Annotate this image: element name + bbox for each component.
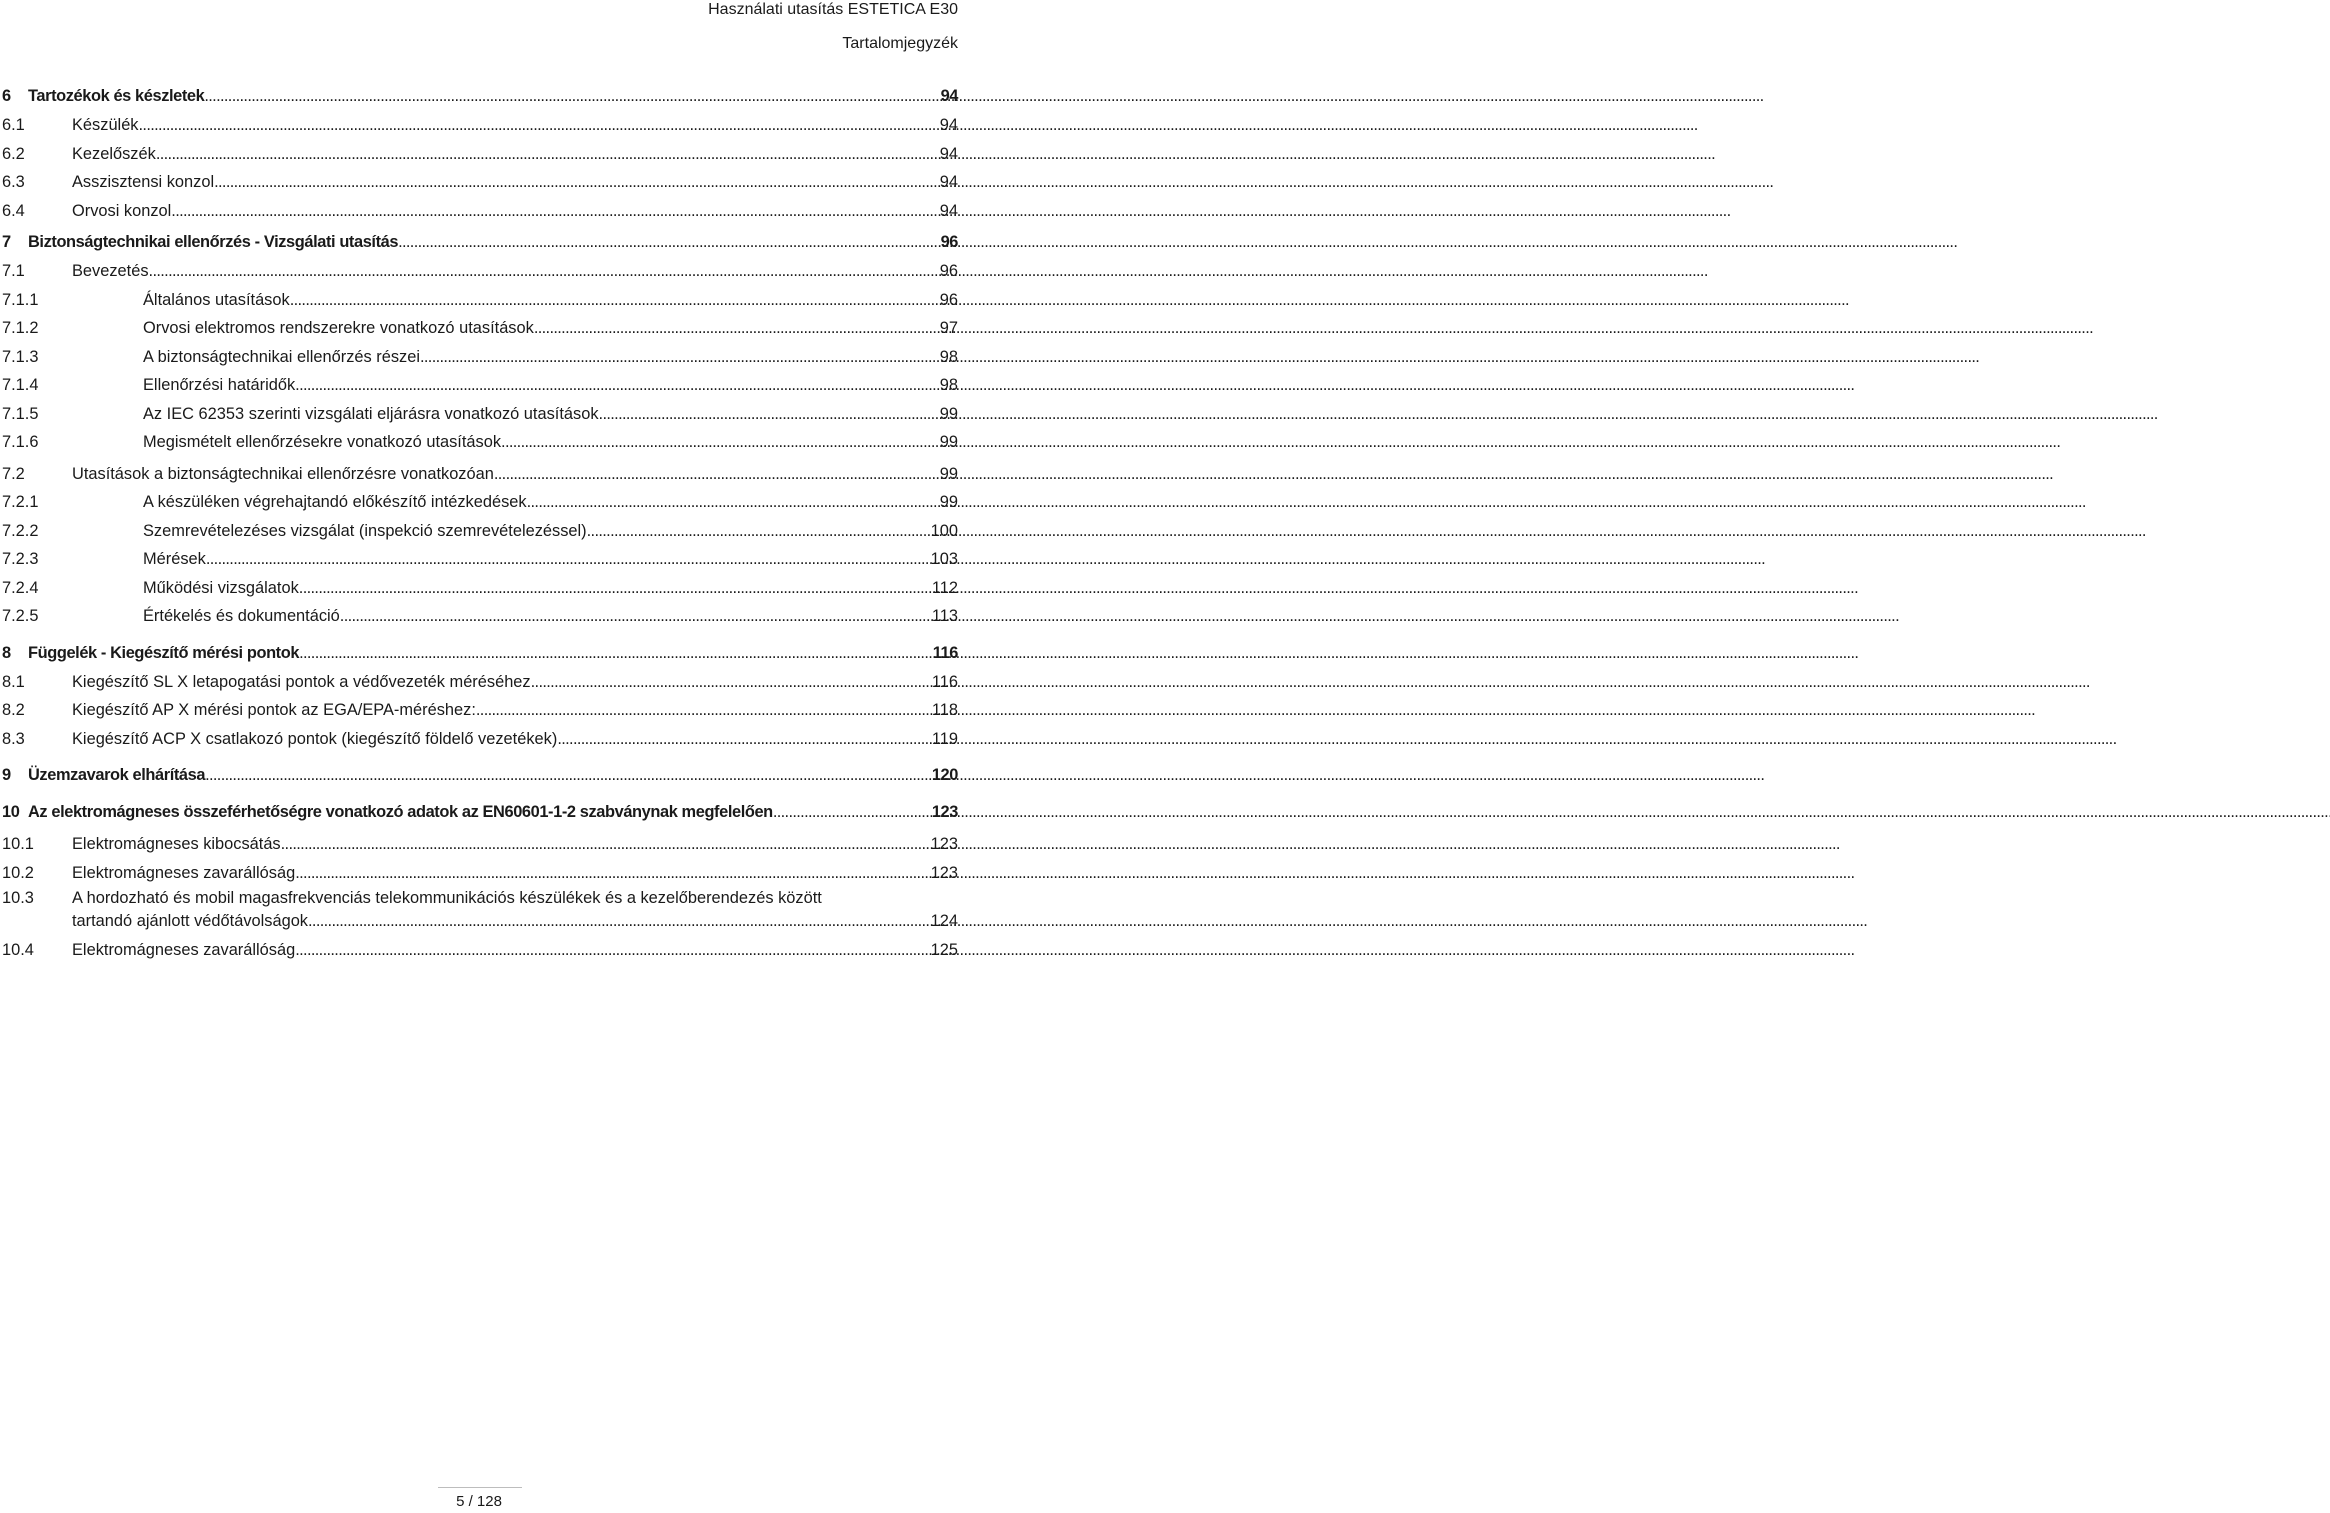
toc-title: Elektromágneses zavarállóság bbox=[72, 941, 296, 959]
toc-page: 96 bbox=[940, 233, 958, 251]
toc-number: 7.1.2 bbox=[2, 319, 39, 337]
toc-number: 7.1.3 bbox=[2, 347, 39, 366]
toc-number: 8.1 bbox=[2, 672, 25, 691]
toc-number: 7.2.4 bbox=[2, 578, 39, 597]
toc-entry[interactable] bbox=[0, 830, 958, 859]
toc-page: 99 bbox=[939, 404, 958, 423]
toc-entry[interactable] bbox=[0, 111, 958, 140]
toc-entry[interactable] bbox=[0, 228, 958, 257]
toc-number: 10.3 bbox=[2, 889, 34, 907]
toc-page: 120 bbox=[931, 766, 958, 784]
leader-dots bbox=[281, 830, 925, 859]
table-of-contents bbox=[0, 82, 958, 965]
toc-page: 99 bbox=[939, 493, 958, 511]
toc-page: 103 bbox=[930, 550, 958, 568]
toc-number: 7.2.3 bbox=[2, 550, 39, 568]
toc-title: Asszisztensi konzol bbox=[72, 173, 215, 191]
toc-page: 94 bbox=[940, 87, 958, 105]
toc-title: Értékelés és dokumentáció bbox=[143, 607, 340, 625]
toc-page: 100 bbox=[930, 521, 958, 540]
leader-dots bbox=[214, 168, 934, 197]
toc-title: Függelék - Kiegészítő mérési pontok bbox=[28, 643, 300, 662]
toc-page: 112 bbox=[931, 578, 958, 597]
toc-page: 123 bbox=[930, 863, 958, 882]
leader-dots bbox=[501, 428, 934, 457]
leader-dots bbox=[476, 696, 926, 725]
toc-page: 96 bbox=[939, 262, 958, 280]
toc-entry[interactable] bbox=[0, 668, 958, 697]
toc-entry[interactable] bbox=[0, 314, 958, 343]
toc-title: Orvosi konzol bbox=[72, 201, 172, 220]
toc-title: Az IEC 62353 szerinti vizsgálati eljárásra vonatkozó utasítások bbox=[143, 404, 599, 423]
leader-dots bbox=[206, 545, 925, 574]
toc-page: 116 bbox=[931, 672, 958, 691]
leader-dots bbox=[420, 343, 934, 372]
toc-page: 123 bbox=[931, 803, 958, 821]
toc-title: Orvosi elektromos rendszerekre vonatkozó utasítások bbox=[143, 319, 534, 337]
page-footer bbox=[0, 1487, 958, 1513]
toc-entry[interactable] bbox=[0, 343, 958, 372]
toc-title: Kiegészítő AP X mérési pontok az EGA/EPA-méréshez: bbox=[72, 701, 476, 719]
leader-dots bbox=[299, 639, 927, 668]
toc-page: 123 bbox=[930, 835, 958, 853]
toc-title: Bevezetés bbox=[72, 262, 149, 280]
toc-entry[interactable] bbox=[0, 859, 958, 888]
leader-dots bbox=[139, 111, 934, 140]
toc-number: 7.1.1 bbox=[2, 290, 39, 309]
toc-entry[interactable] bbox=[0, 761, 958, 790]
toc-title: Utasítások a biztonságtechnikai ellenőrzésre vonatkozóan bbox=[72, 464, 494, 483]
toc-number: 7.1.6 bbox=[2, 433, 39, 451]
toc-number: 8.2 bbox=[2, 701, 25, 719]
toc-entry[interactable] bbox=[0, 286, 958, 315]
toc-title: Az elektromágneses összeférhetőségre vonatkozó adatok az EN60601-1-2 szabványnak megfelelően bbox=[28, 803, 773, 821]
toc-number: 6 bbox=[2, 87, 11, 105]
toc-title: Megismételt ellenőrzésekre vonatkozó utasítások bbox=[143, 433, 502, 451]
toc-entry[interactable] bbox=[0, 545, 958, 574]
leader-dots bbox=[149, 257, 934, 286]
toc-number: 7.1.4 bbox=[2, 376, 39, 394]
toc-number: 7.2.1 bbox=[2, 493, 39, 511]
toc-entry[interactable] bbox=[0, 488, 958, 517]
toc-entry[interactable] bbox=[0, 140, 958, 169]
toc-page: 98 bbox=[939, 376, 958, 394]
toc-number: 7.2.2 bbox=[2, 521, 39, 540]
toc-page: 94 bbox=[939, 173, 958, 191]
document-title: Használati utasítás ESTETICA E30 bbox=[708, 1, 958, 18]
page-number: 5 / 128 bbox=[456, 1493, 502, 1510]
toc-number: 7.1 bbox=[2, 262, 25, 280]
toc-title: Kiegészítő SL X letapogatási pontok a védővezeték méréséhez bbox=[72, 672, 531, 691]
toc-entry[interactable] bbox=[0, 798, 958, 827]
leader-dots bbox=[557, 725, 926, 754]
toc-page: 113 bbox=[931, 607, 958, 625]
toc-number: 10 bbox=[2, 803, 20, 821]
toc-entry[interactable] bbox=[0, 602, 958, 631]
toc-title: Mérések bbox=[143, 550, 206, 568]
toc-entry[interactable] bbox=[0, 257, 958, 286]
toc-entry[interactable] bbox=[0, 887, 958, 936]
toc-title: Működési vizsgálatok bbox=[143, 578, 299, 597]
toc-number: 7.1.5 bbox=[2, 404, 39, 423]
toc-page: 124 bbox=[930, 912, 958, 930]
leader-dots bbox=[531, 668, 926, 697]
toc-page: 94 bbox=[939, 116, 958, 134]
toc-page: 94 bbox=[939, 144, 958, 163]
toc-page: 97 bbox=[939, 319, 958, 337]
footer-rule bbox=[438, 1487, 522, 1488]
toc-number: 10.2 bbox=[2, 863, 34, 882]
toc-title-line2: tartandó ajánlott védőtávolságok bbox=[72, 912, 309, 930]
toc-entry[interactable] bbox=[0, 639, 958, 668]
leader-dots bbox=[295, 936, 924, 965]
toc-title: Szemrevételezéses vizsgálat (inspekció szemrevételezéssel) bbox=[143, 521, 587, 540]
toc-page: 125 bbox=[930, 941, 958, 959]
leader-dots bbox=[205, 761, 926, 790]
toc-entry[interactable] bbox=[0, 197, 958, 226]
toc-title: Készülék bbox=[72, 116, 139, 134]
toc-number: 7.2 bbox=[2, 464, 25, 483]
toc-entry[interactable] bbox=[0, 574, 958, 603]
toc-page: 99 bbox=[939, 433, 958, 451]
toc-entry[interactable] bbox=[0, 82, 958, 111]
leader-dots bbox=[340, 602, 926, 631]
leader-dots bbox=[494, 460, 934, 489]
leader-dots bbox=[534, 314, 934, 343]
toc-page: 96 bbox=[939, 290, 958, 309]
leader-dots bbox=[204, 82, 934, 111]
toc-number: 8.3 bbox=[2, 729, 25, 748]
leader-dots bbox=[299, 574, 926, 603]
toc-number: 7 bbox=[2, 233, 11, 251]
toc-entry[interactable] bbox=[0, 696, 958, 725]
toc-title: Biztonságtechnikai ellenőrzés - Vizsgálati utasítás bbox=[28, 233, 399, 251]
toc-number: 6.1 bbox=[2, 116, 25, 134]
toc-page: 119 bbox=[931, 729, 958, 748]
leader-dots bbox=[587, 517, 925, 546]
toc-title: A biztonságtechnikai ellenőrzés részei bbox=[143, 347, 420, 366]
toc-title: Általános utasítások bbox=[143, 290, 290, 309]
toc-entry[interactable] bbox=[0, 517, 958, 546]
toc-number: 10.1 bbox=[2, 835, 34, 853]
leader-dots bbox=[290, 286, 934, 315]
leader-dots bbox=[308, 910, 925, 932]
toc-number: 6.3 bbox=[2, 173, 25, 191]
toc-entry[interactable] bbox=[0, 460, 958, 489]
toc-entry[interactable] bbox=[0, 371, 958, 400]
toc-title: Kiegészítő ACP X csatlakozó pontok (kiegészítő földelő vezetékek) bbox=[72, 729, 558, 748]
toc-page: 94 bbox=[939, 201, 958, 220]
leader-dots bbox=[295, 859, 924, 888]
leader-dots bbox=[527, 488, 934, 517]
toc-entry[interactable] bbox=[0, 428, 958, 457]
toc-number: 9 bbox=[2, 766, 11, 784]
leader-dots bbox=[773, 798, 926, 827]
toc-number: 6.4 bbox=[2, 201, 25, 220]
leader-dots bbox=[398, 228, 935, 257]
toc-title: Tartozékok és készletek bbox=[28, 87, 205, 105]
toc-title: Elektromágneses zavarállóság bbox=[72, 863, 296, 882]
toc-title: Elektromágneses kibocsátás bbox=[72, 835, 281, 853]
toc-page: 116 bbox=[932, 643, 958, 662]
toc-page: 99 bbox=[939, 464, 958, 483]
toc-title-line1: A hordozható és mobil magasfrekvenciás telekommunikációs készülékek és a kezelőberendezés között bbox=[72, 889, 822, 907]
toc-entry[interactable] bbox=[0, 400, 958, 429]
toc-title: A készüléken végrehajtandó előkészítő intézkedések bbox=[143, 493, 527, 511]
leader-dots bbox=[171, 197, 933, 226]
leader-dots bbox=[156, 140, 934, 169]
toc-page: 118 bbox=[931, 701, 958, 719]
toc-entry[interactable] bbox=[0, 168, 958, 197]
leader-dots bbox=[295, 371, 934, 400]
page-header bbox=[708, 0, 958, 56]
toc-title: Üzemzavarok elhárítása bbox=[28, 766, 206, 784]
toc-number: 7.2.5 bbox=[2, 607, 39, 625]
toc-page: 98 bbox=[939, 347, 958, 366]
toc-entry[interactable] bbox=[0, 936, 958, 965]
toc-title: Kezelőszék bbox=[72, 144, 156, 163]
toc-number: 10.4 bbox=[2, 941, 34, 959]
toc-entry[interactable] bbox=[0, 725, 958, 754]
leader-dots bbox=[599, 400, 934, 429]
toc-title: Ellenőrzési határidők bbox=[143, 376, 296, 394]
toc-number: 6.2 bbox=[2, 144, 25, 163]
toc-number: 8 bbox=[2, 643, 11, 662]
section-title: Tartalomjegyzék bbox=[842, 35, 958, 52]
